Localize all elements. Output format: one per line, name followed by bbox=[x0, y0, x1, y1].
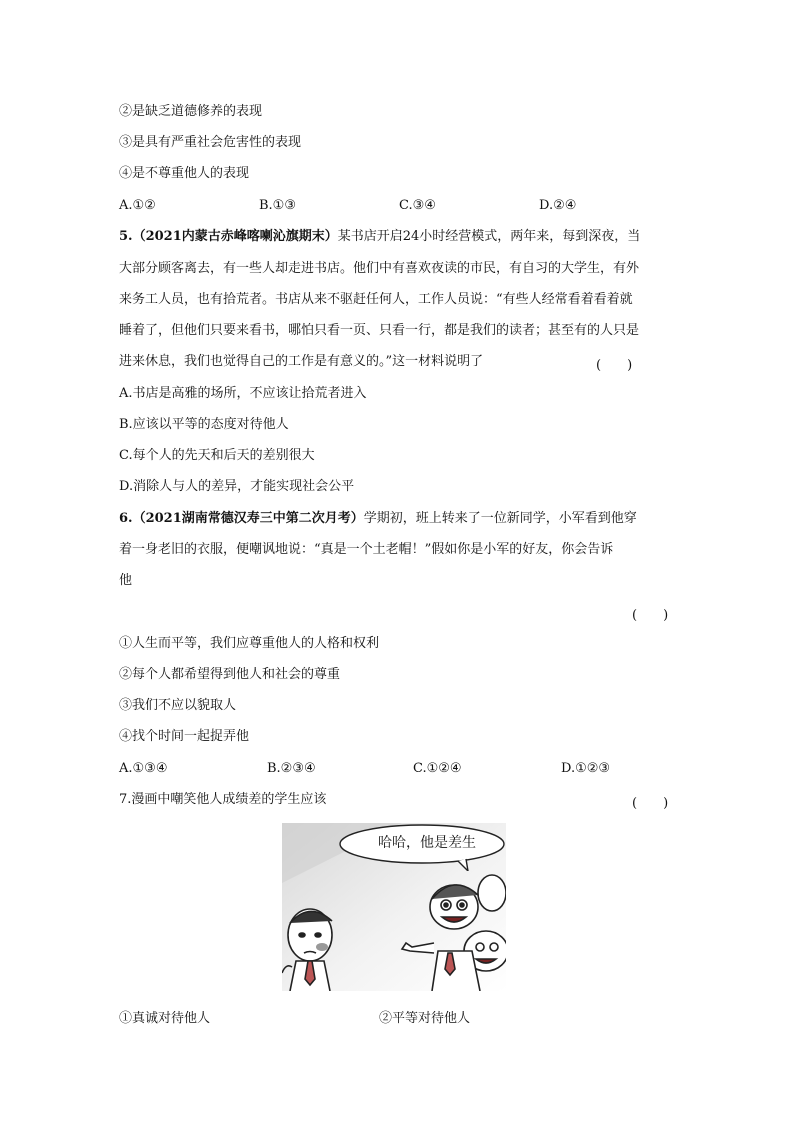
q6-stem-text-1: 学期初，班上转来了一位新同学，小军看到他穿 bbox=[363, 511, 637, 526]
q6-option-d: D.①②③ bbox=[561, 761, 611, 776]
q4-option-b: B.①③ bbox=[259, 198, 296, 213]
q4-option-c: C.③④ bbox=[399, 198, 436, 213]
q4-item-3: ③是具有严重社会危害性的表现 bbox=[119, 135, 302, 150]
q7-item-1: ①真诚对待他人 bbox=[119, 1011, 211, 1026]
speech-bubble-text: 哈哈，他是差生 bbox=[378, 835, 476, 851]
q5-option-c: C.每个人的先天和后天的差别很大 bbox=[119, 448, 315, 463]
q6-item-1: ①人生而平等，我们应尊重他人的人格和权利 bbox=[119, 636, 380, 651]
q5-stem-text-1: 某书店开启24小时经营模式，两年来，每到深夜，当 bbox=[337, 229, 641, 244]
q6-option-b: B.②③④ bbox=[267, 761, 316, 776]
q5-stem-line-2: 大部分顾客离去，有一些人却走进书店。他们中有喜欢夜读的市民，有自习的大学生，有外 bbox=[119, 261, 640, 276]
cartoon-image bbox=[282, 823, 506, 991]
q4-item-2: ②是缺乏道德修养的表现 bbox=[119, 104, 263, 119]
q6-item-2: ②每个人都希望得到他人和社会的尊重 bbox=[119, 667, 341, 682]
q5-stem-line-3: 来务工人员，也有拾荒者。书店从来不驱赶任何人，工作人员说：“有些人经常看着看着就 bbox=[119, 292, 633, 307]
q5-stem-line-1 bbox=[119, 229, 640, 245]
q6-number: 6. bbox=[119, 511, 133, 526]
q5-source: （2021内蒙古赤峰喀喇沁旗期末） bbox=[132, 229, 338, 244]
q5-option-b: B.应该以平等的态度对待他人 bbox=[119, 417, 289, 432]
q5-option-a: A.书店是高雅的场所，不应该让拾荒者进入 bbox=[119, 386, 367, 401]
q7-stem: 7.漫画中嘲笑他人成绩差的学生应该 bbox=[119, 792, 327, 807]
q6-stem-line-3: 他 bbox=[119, 573, 133, 588]
q6-stem-line-1 bbox=[119, 511, 637, 527]
q5-number: 5. bbox=[119, 229, 133, 244]
q5-answer-paren: ( ) bbox=[596, 358, 633, 373]
q5-option-d: D.消除人与人的差异，才能实现社会公平 bbox=[119, 479, 355, 494]
q7-item-2: ②平等对待他人 bbox=[379, 1011, 471, 1026]
q6-item-4: ④找个时间一起捉弄他 bbox=[119, 729, 250, 744]
q4-option-d: D.②④ bbox=[539, 198, 577, 213]
q6-answer-paren: ( ) bbox=[632, 608, 669, 623]
q6-source: （2021湖南常德汉寿三中第二次月考） bbox=[132, 511, 364, 526]
q6-item-3: ③我们不应以貌取人 bbox=[119, 698, 237, 713]
q6-option-c: C.①②④ bbox=[413, 761, 462, 776]
q7-answer-paren: ( ) bbox=[632, 796, 669, 811]
q6-stem-line-2: 着一身老旧的衣服，便嘲讽地说：“真是一个土老帽！”假如你是小军的好友，你会告诉 bbox=[119, 542, 614, 557]
q4-item-4: ④是不尊重他人的表现 bbox=[119, 166, 250, 181]
q5-stem-line-5: 进来休息，我们也觉得自己的工作是有意义的。”这一材料说明了 bbox=[119, 354, 484, 369]
q4-option-a: A.①② bbox=[119, 198, 156, 213]
q6-option-a: A.①③④ bbox=[119, 761, 168, 776]
q5-stem-line-4: 睡着了，但他们只要来看书，哪怕只看一页、只看一行，都是我们的读者；甚至有的人只是 bbox=[119, 323, 640, 338]
